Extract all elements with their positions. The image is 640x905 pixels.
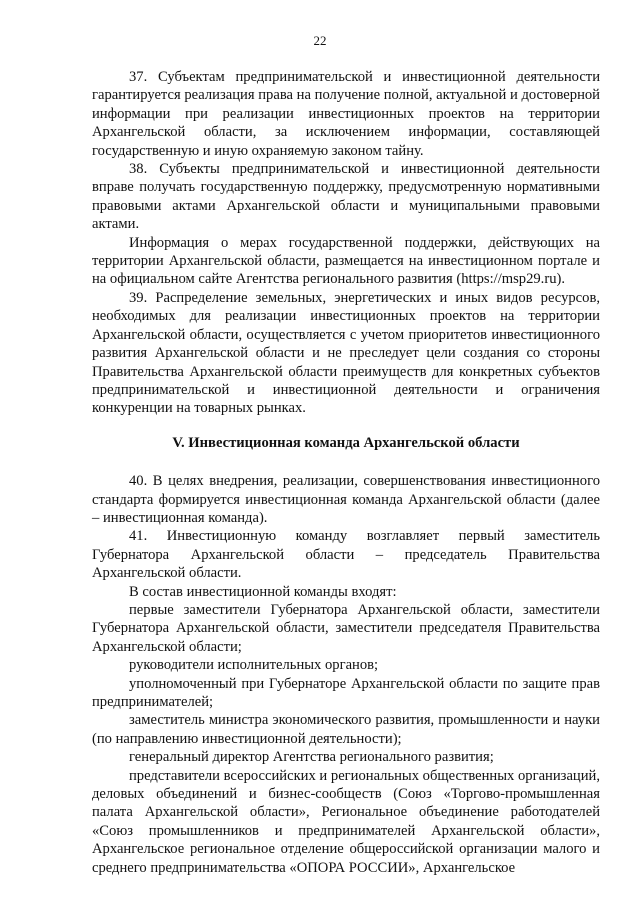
paragraph-40: 40. В целях внедрения, реализации, совершенствования инвестиционного стандарта формируется инвестиционная команда Архангельской области (далее – инвестиционная команда). [92, 473, 600, 526]
page-number: 22 [313, 33, 327, 48]
paragraph-38: 38. Субъекты предпринимательской и инвестиционной деятельности вправе получать государственную поддержку, предусмотренную нормативными правовыми актами Архангельской области и муниципальными правовыми актами. [92, 161, 600, 233]
paragraph-support-info: Информация о мерах государственной поддержки, действующих на территории Архангельской области, размещается на инвестиционном портале и на официальном сайте Агентства регионального развития (https://msp29.ru). [92, 234, 600, 288]
section-heading: V. Инвестиционная команда Архангельской области [172, 434, 520, 451]
paragraph-37: 37. Субъектам предпринимательской и инвестиционной деятельности гарантируется реализация права на получение полной, актуальной и достоверной информации при реализации инвестиционных проектов на территории Архангельской области, за исключением информации, составляющей государственную и иную охраняемую законом тайну. [92, 69, 600, 159]
list-item-executive-heads: руководители исполнительных органов; [129, 657, 379, 674]
paragraph-team-composition: В состав инвестиционной команды входят: [129, 583, 397, 600]
list-item-deputies: первые заместители Губернатора Архангельской области, заместители Губернатора Архангельской области, заместители председателя Правительства Архангельской области; [92, 601, 600, 655]
paragraph-39: 39. Распределение земельных, энергетических и иных видов ресурсов, необходимых для реализации инвестиционных проектов на территории Архангельской области, осуществляется с учетом приоритетов инвестиционного развития Архангельской области и не преследует цели создания со стороны Правительства Архангельской области преимуществ для конкретных субъектов предпринимательской и инвестиционной деятельности и ограничения конкуренции на товарных рынках. [92, 289, 600, 417]
document-body [92, 68, 600, 877]
list-item-public-organizations: представители всероссийских и региональных общественных организаций, деловых объединений и бизнес-сообществ (Союз «Торгово-промышленная палата Архангельской области», Региональное объединение работодателей «Союз промышленников и предпринимателей Архангельской области», Архангельское региональное отделение общероссийской организации малого и среднего предпринимательства «ОПОРА РОССИИ», Архангельское [92, 767, 600, 876]
list-item-ombudsman: уполномоченный при Губернаторе Архангельской области по защите прав предпринимателей; [92, 675, 600, 710]
paragraph-41: 41. Инвестиционную команду возглавляет первый заместитель Губернатора Архангельской области – председатель Правительства Архангельской области. [92, 528, 600, 582]
list-item-agency-director: генеральный директор Агентства регионального развития; [129, 749, 494, 766]
list-item-deputy-minister: заместитель министра экономического развития, промышленности и науки (по направлению инвестиционной деятельности); [92, 712, 600, 747]
